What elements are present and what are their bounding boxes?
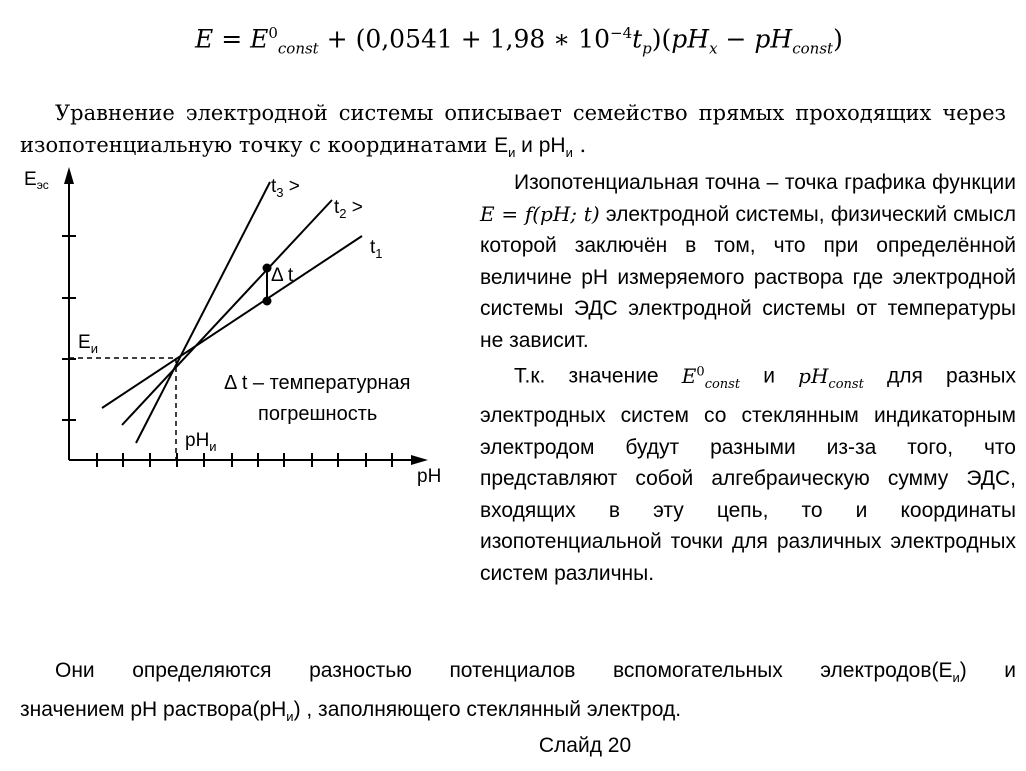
t2-label: $t_2$ >	[334, 197, 363, 221]
bottom-line-2: значением pH $раствора(pH_и)$ , заполняющего стеклянный электрод.	[20, 698, 682, 725]
caption-line-2: погрешность	[258, 403, 378, 425]
line-t3	[136, 182, 270, 443]
delta-t-label: Δ t	[271, 265, 294, 286]
definition-paragraph: Изопотенциальная точна – точка графика функции E = f(pH; t) электродной системы, физический смысл которой заключён в том, что при определённой величине pH измеряемого раствора где электродной системы ЭДС электродной системы от температуры не зависит.	[480, 171, 1016, 352]
intro-line-2: изопотенциальную точку с координатами $E_и$ и $pH_и$ .	[20, 133, 587, 161]
bottom-paragraph	[20, 655, 1016, 733]
delta-t-point-bottom	[263, 297, 272, 306]
slide-number: Слайд 20	[538, 734, 632, 757]
right-text-block	[480, 167, 1016, 589]
ph-iso-label: $pH_и$	[185, 430, 217, 454]
t3-label: $t_3$ >	[271, 176, 300, 200]
y-axis-label: $E_{эс}$	[24, 169, 49, 192]
intro-line-1: Уравнение электродной системы описывает семейство прямых проходящих через	[55, 101, 1006, 125]
bottom-line-1: Они определяются разностью потенциалов вспомогательных $электродов(E_и)$ и	[55, 659, 1017, 686]
t1-label: $t_1$	[370, 237, 383, 261]
x-axis-arrow	[411, 455, 428, 465]
explanation-paragraph: Т.к. значение $E^0_{const}$ и $pH_{const}$ для разных электродных систем со стеклянным индикаторным электродом будут разными из-за того, что представляют собой алгебраическую сумму ЭДС, входящих в эту цепь, то и координаты изопотенциальной точки для различных электродных систем различны.	[480, 363, 1016, 585]
caption-line-1: Δ t – температурная	[224, 372, 411, 394]
e-iso-label: $E_и$	[78, 332, 98, 356]
main-formula: $E = E^0_{const} + (0,0541 + 1,98$ ∗ $10^{-4}t_p)(pH_x - pH_{const})$	[195, 24, 843, 58]
y-axis-arrow	[64, 167, 74, 184]
isopotential-graph	[0, 160, 470, 490]
intro-paragraph	[20, 97, 1006, 169]
x-axis-label: pH	[417, 466, 442, 487]
